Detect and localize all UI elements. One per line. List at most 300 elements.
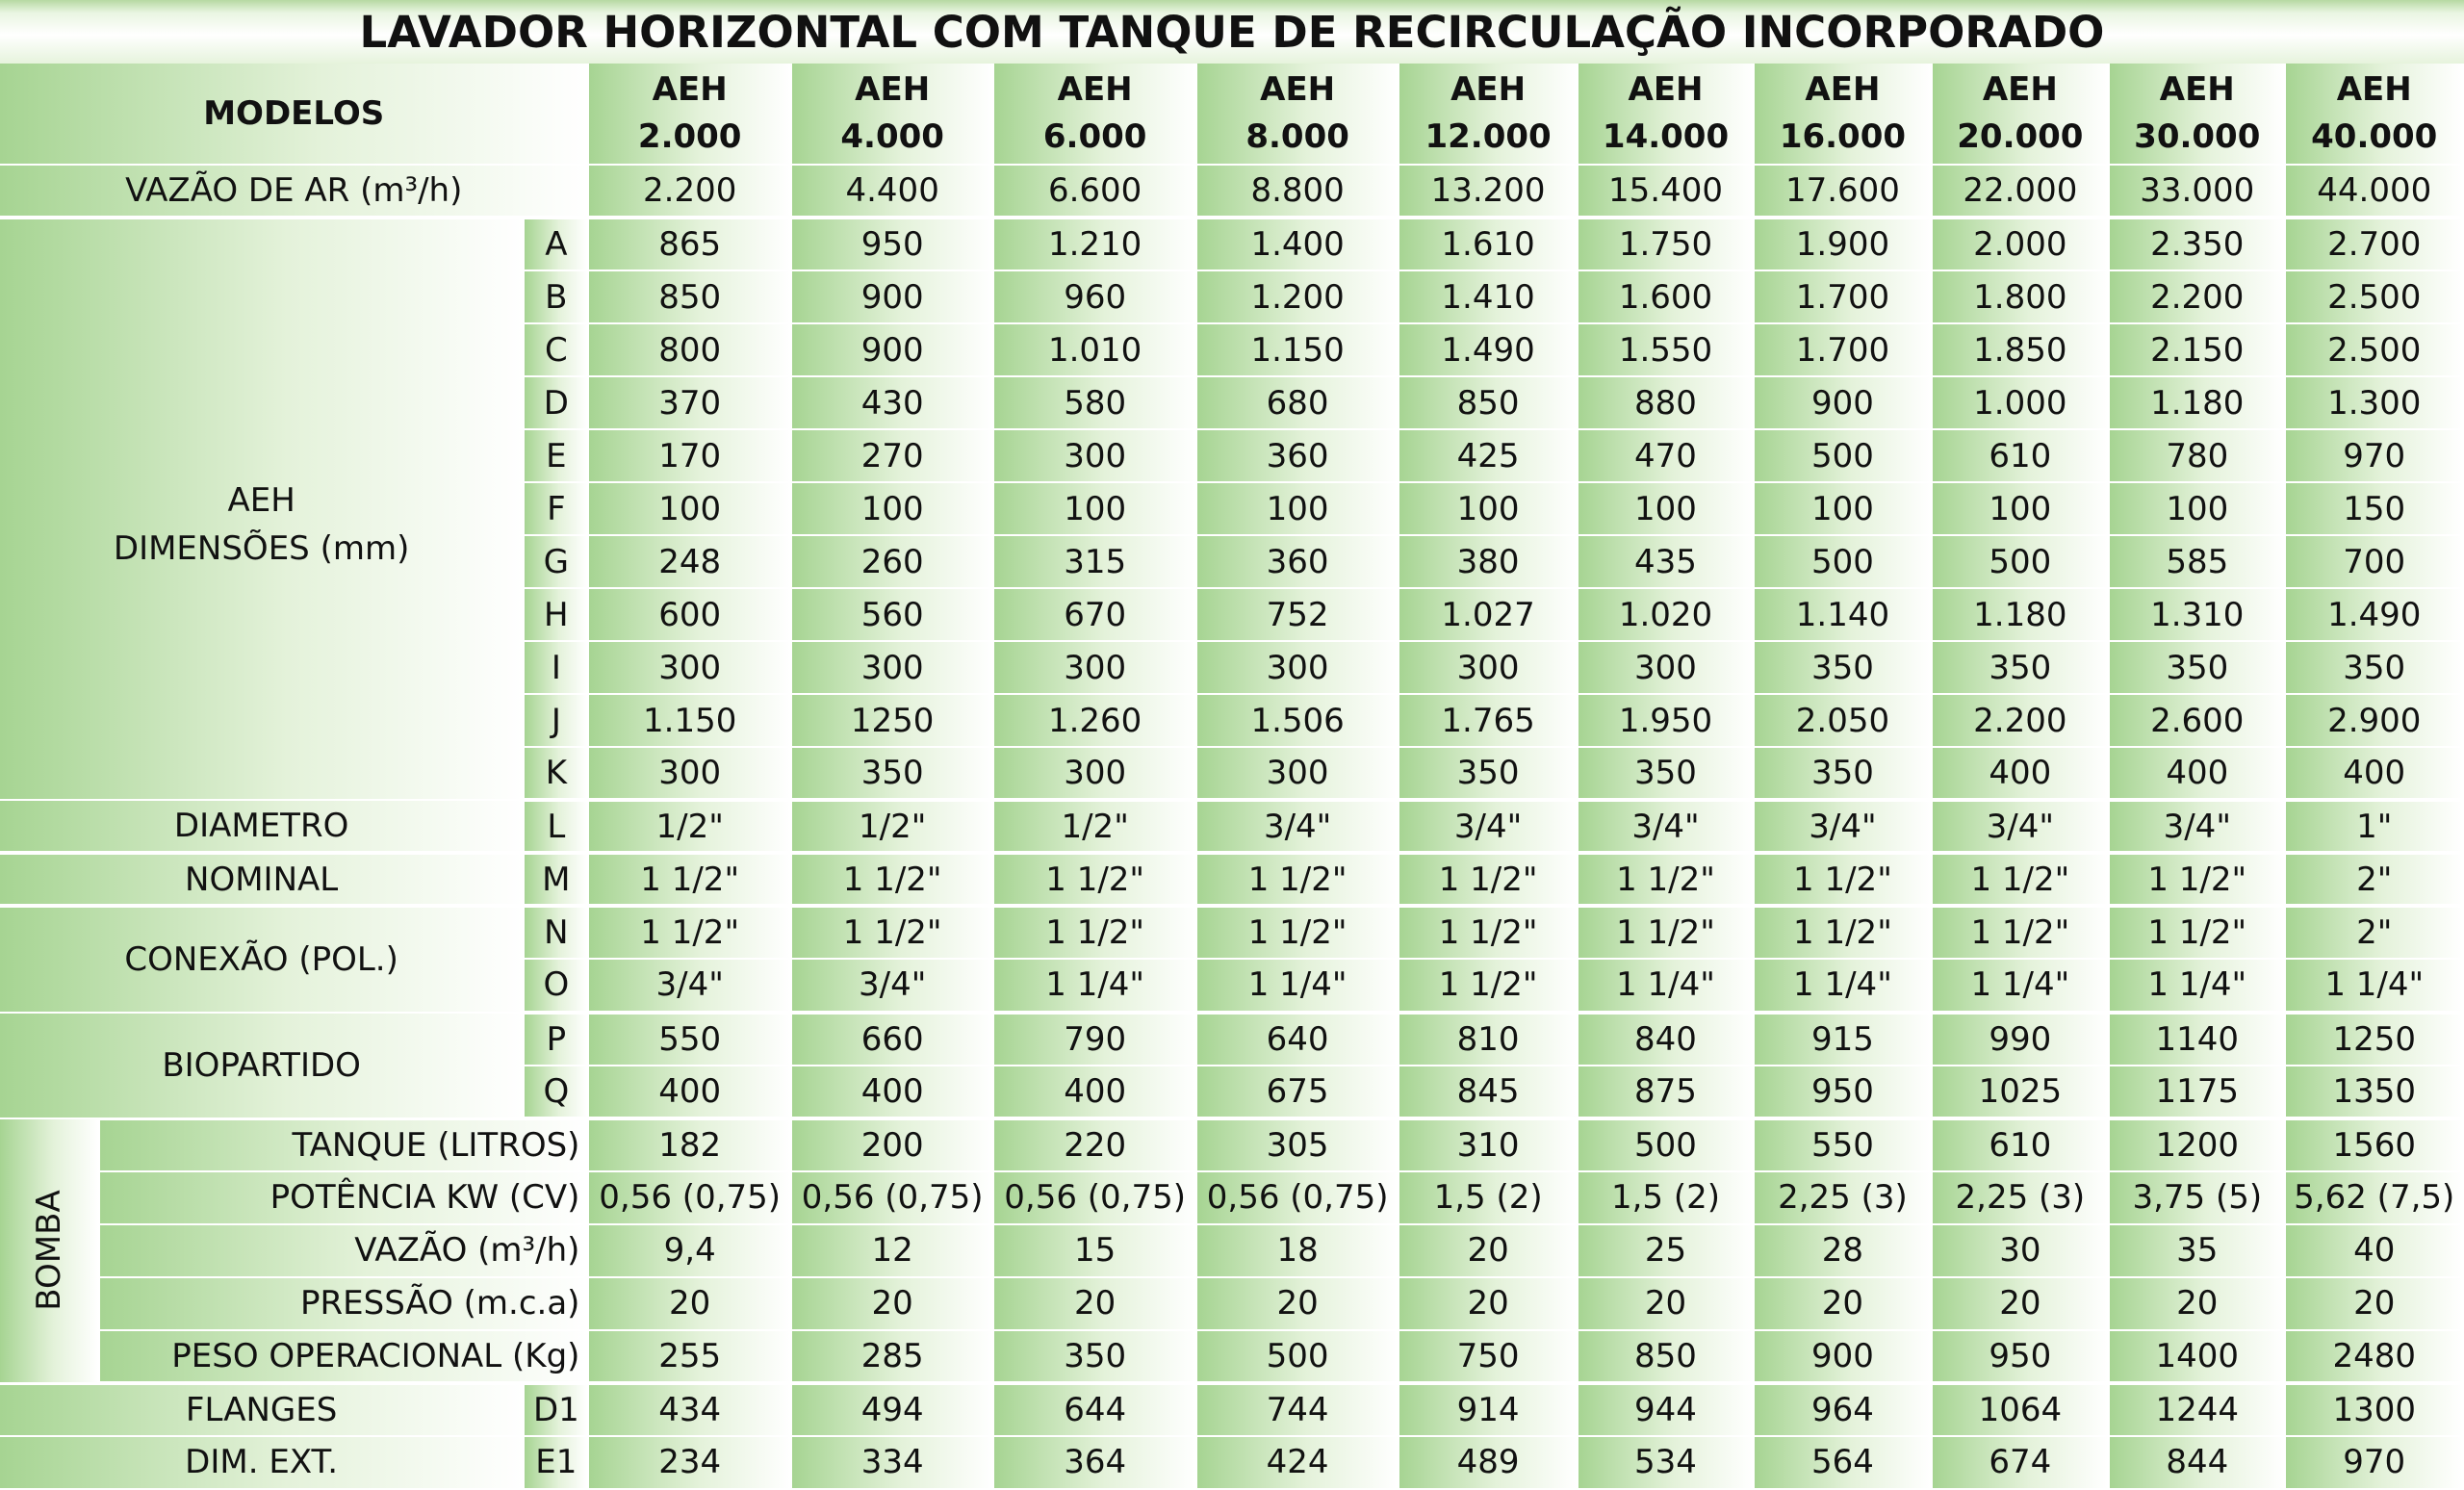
value-cell: 430 [791, 376, 993, 429]
value-cell: 900 [791, 323, 993, 376]
dimension-letter: N [524, 906, 588, 959]
value-cell: 585 [2109, 535, 2285, 588]
diameter-label: DIAMETRO [0, 800, 524, 853]
value-cell: 2.700 [2285, 218, 2463, 270]
value-cell: 5,62 (7,5) [2285, 1171, 2463, 1224]
model-header [791, 64, 993, 165]
value-cell: 744 [1196, 1383, 1399, 1436]
value-cell: 3/4" [791, 959, 993, 1012]
value-cell: 1 1/2" [1399, 959, 1577, 1012]
value-cell: 489 [1399, 1436, 1577, 1489]
table-row [0, 1436, 2463, 1489]
table-row [0, 1330, 2463, 1383]
value-cell: 1,5 (2) [1399, 1171, 1577, 1224]
value-cell: 564 [1754, 1436, 1931, 1489]
dimension-letter: D [524, 376, 588, 429]
model-header [588, 64, 790, 165]
value-cell: 494 [791, 1383, 993, 1436]
value-cell: 1200 [2109, 1118, 2285, 1171]
table-row [0, 1277, 2463, 1330]
dimension-letter: Q [524, 1066, 588, 1118]
value-cell: 44.000 [2285, 165, 2463, 218]
value-cell: 315 [993, 535, 1195, 588]
value-cell: 1,5 (2) [1578, 1171, 1754, 1224]
value-cell: 100 [2109, 482, 2285, 535]
pump-label-text: BOMBA [30, 1190, 69, 1311]
dimension-letter: C [524, 323, 588, 376]
value-cell: 1 1/2" [1932, 906, 2109, 959]
value-cell: 360 [1196, 535, 1399, 588]
value-cell: 300 [1196, 641, 1399, 694]
value-cell: 670 [993, 588, 1195, 641]
nominal-label: NOMINAL [0, 853, 524, 906]
value-cell: 610 [1932, 429, 2109, 482]
value-cell: 305 [1196, 1118, 1399, 1171]
value-cell: 400 [791, 1066, 993, 1118]
value-cell: 1.610 [1399, 218, 1577, 270]
value-cell: 20 [1932, 1277, 2109, 1330]
value-cell: 752 [1196, 588, 1399, 641]
table-row [0, 1171, 2463, 1224]
value-cell: 850 [588, 270, 790, 323]
model-prefix: AEH [2336, 70, 2412, 109]
value-cell: 12 [791, 1224, 993, 1277]
value-cell: 1 1/2" [1196, 906, 1399, 959]
value-cell: 300 [993, 429, 1195, 482]
value-cell: 1 1/4" [1932, 959, 2109, 1012]
value-cell: 1 1/2" [1399, 853, 1577, 906]
value-cell: 400 [1932, 747, 2109, 800]
value-cell: 435 [1578, 535, 1754, 588]
value-cell: 1 1/2" [2109, 906, 2285, 959]
models-label: MODELOS [0, 64, 588, 165]
model-header [1754, 64, 1931, 165]
value-cell: 1.300 [2285, 376, 2463, 429]
value-cell: 1.140 [1754, 588, 1931, 641]
value-cell: 1400 [2109, 1330, 2285, 1383]
value-cell: 900 [1754, 1330, 1931, 1383]
model-header [993, 64, 1195, 165]
model-number: 6.000 [1042, 117, 1147, 156]
dimension-letter: B [524, 270, 588, 323]
header-row [0, 64, 2463, 165]
dimension-letter: H [524, 588, 588, 641]
model-header [1578, 64, 1754, 165]
air-flow-label: VAZÃO DE AR (m³/h) [0, 165, 588, 218]
value-cell: 300 [993, 641, 1195, 694]
model-prefix: AEH [1450, 70, 1527, 109]
value-cell: 364 [993, 1436, 1195, 1489]
model-prefix: AEH [1805, 70, 1881, 109]
value-cell: 3/4" [1399, 800, 1577, 853]
value-cell: 400 [993, 1066, 1195, 1118]
model-number: 40.000 [2311, 117, 2438, 156]
model-prefix: AEH [1982, 70, 2058, 109]
value-cell: 1/2" [791, 800, 993, 853]
value-cell: 20 [1578, 1277, 1754, 1330]
value-cell: 2.200 [1932, 694, 2109, 747]
pump-parameter-label: PESO OPERACIONAL (Kg) [99, 1330, 588, 1383]
value-cell: 790 [993, 1013, 1195, 1066]
model-header [1399, 64, 1577, 165]
value-cell: 1.506 [1196, 694, 1399, 747]
value-cell: 944 [1578, 1383, 1754, 1436]
value-cell: 1 1/4" [2285, 959, 2463, 1012]
value-cell: 660 [791, 1013, 993, 1066]
model-number: 8.000 [1245, 117, 1349, 156]
table-row [0, 218, 2463, 270]
value-cell: 1175 [2109, 1066, 2285, 1118]
value-cell: 2.600 [2109, 694, 2285, 747]
value-cell: 2,25 (3) [1932, 1171, 2109, 1224]
value-cell: 424 [1196, 1436, 1399, 1489]
value-cell: 1 1/2" [791, 906, 993, 959]
value-cell: 810 [1399, 1013, 1577, 1066]
model-prefix: AEH [855, 70, 931, 109]
value-cell: 350 [1399, 747, 1577, 800]
value-cell: 260 [791, 535, 993, 588]
value-cell: 300 [588, 641, 790, 694]
dimensions-group-label [0, 218, 524, 800]
value-cell: 182 [588, 1118, 790, 1171]
value-cell: 750 [1399, 1330, 1577, 1383]
value-cell: 15 [993, 1224, 1195, 1277]
value-cell: 1064 [1932, 1383, 2109, 1436]
value-cell: 2.050 [1754, 694, 1931, 747]
value-cell: 1" [2285, 800, 2463, 853]
value-cell: 2480 [2285, 1330, 2463, 1383]
pump-parameter-label: TANQUE (LITROS) [99, 1118, 588, 1171]
value-cell: 1 1/2" [1754, 853, 1931, 906]
value-cell: 17.600 [1754, 165, 1931, 218]
dimension-letter: M [524, 853, 588, 906]
value-cell: 640 [1196, 1013, 1399, 1066]
value-cell: 550 [588, 1013, 790, 1066]
value-cell: 1.490 [2285, 588, 2463, 641]
value-cell: 425 [1399, 429, 1577, 482]
value-cell: 300 [1196, 747, 1399, 800]
value-cell: 2.000 [1932, 218, 2109, 270]
connection-label: CONEXÃO (POL.) [0, 906, 524, 1012]
value-cell: 234 [588, 1436, 790, 1489]
model-prefix: AEH [652, 70, 728, 109]
value-cell: 1 1/4" [1196, 959, 1399, 1012]
dimensions-unit-label: DIMENSÕES (mm) [113, 529, 410, 569]
value-cell: 880 [1578, 376, 1754, 429]
value-cell: 3/4" [1932, 800, 2109, 853]
value-cell: 300 [993, 747, 1195, 800]
value-cell: 350 [993, 1330, 1195, 1383]
value-cell: 1 1/2" [2109, 853, 2285, 906]
value-cell: 1.180 [1932, 588, 2109, 641]
external-dimension-label: DIM. EXT. [0, 1436, 524, 1489]
value-cell: 2.200 [588, 165, 790, 218]
value-cell: 350 [2285, 641, 2463, 694]
value-cell: 1 1/2" [993, 906, 1195, 959]
model-prefix: AEH [1628, 70, 1704, 109]
value-cell: 840 [1578, 1013, 1754, 1066]
value-cell: 370 [588, 376, 790, 429]
value-cell: 350 [1932, 641, 2109, 694]
value-cell: 865 [588, 218, 790, 270]
value-cell: 900 [791, 270, 993, 323]
value-cell: 100 [791, 482, 993, 535]
value-cell: 1.765 [1399, 694, 1577, 747]
value-cell: 675 [1196, 1066, 1399, 1118]
value-cell: 200 [791, 1118, 993, 1171]
dimension-letter: F [524, 482, 588, 535]
value-cell: 1.750 [1578, 218, 1754, 270]
value-cell: 0,56 (0,75) [1196, 1171, 1399, 1224]
value-cell: 20 [2285, 1277, 2463, 1330]
value-cell: 970 [2285, 429, 2463, 482]
value-cell: 1.400 [1196, 218, 1399, 270]
value-cell: 1.600 [1578, 270, 1754, 323]
value-cell: 850 [1399, 376, 1577, 429]
value-cell: 25 [1578, 1224, 1754, 1277]
value-cell: 1 1/4" [2109, 959, 2285, 1012]
value-cell: 680 [1196, 376, 1399, 429]
value-cell: 844 [2109, 1436, 2285, 1489]
value-cell: 20 [1399, 1277, 1577, 1330]
value-cell: 1.950 [1578, 694, 1754, 747]
value-cell: 2" [2285, 906, 2463, 959]
value-cell: 8.800 [1196, 165, 1399, 218]
dimension-letter: O [524, 959, 588, 1012]
value-cell: 300 [1399, 641, 1577, 694]
table-title: LAVADOR HORIZONTAL COM TANQUE DE RECIRCULAÇÃO INCORPORADO [0, 0, 2464, 64]
table-row [0, 853, 2463, 906]
value-cell: 550 [1754, 1118, 1931, 1171]
value-cell: 30 [1932, 1224, 2109, 1277]
value-cell: 964 [1754, 1383, 1931, 1436]
value-cell: 500 [1932, 535, 2109, 588]
value-cell: 1.490 [1399, 323, 1577, 376]
pump-group-label [0, 1118, 99, 1383]
model-number: 30.000 [2134, 117, 2261, 156]
value-cell: 1.000 [1932, 376, 2109, 429]
pump-parameter-label: POTÊNCIA KW (CV) [99, 1171, 588, 1224]
value-cell: 1.260 [993, 694, 1195, 747]
value-cell: 1250 [791, 694, 993, 747]
value-cell: 1.800 [1932, 270, 2109, 323]
dimension-letter: G [524, 535, 588, 588]
table-row [0, 1013, 2463, 1066]
value-cell: 1 1/2" [588, 906, 790, 959]
value-cell: 3/4" [588, 959, 790, 1012]
value-cell: 2.500 [2285, 270, 2463, 323]
value-cell: 1.700 [1754, 323, 1931, 376]
table-row [0, 165, 2463, 218]
value-cell: 310 [1399, 1118, 1577, 1171]
value-cell: 1.150 [1196, 323, 1399, 376]
value-cell: 2,25 (3) [1754, 1171, 1931, 1224]
value-cell: 0,56 (0,75) [588, 1171, 790, 1224]
value-cell: 0,56 (0,75) [993, 1171, 1195, 1224]
specification-table [0, 64, 2464, 1490]
value-cell: 500 [1196, 1330, 1399, 1383]
value-cell: 100 [1754, 482, 1931, 535]
value-cell: 1 1/2" [1399, 906, 1577, 959]
value-cell: 400 [588, 1066, 790, 1118]
value-cell: 400 [2285, 747, 2463, 800]
value-cell: 20 [993, 1277, 1195, 1330]
model-header [1196, 64, 1399, 165]
value-cell: 28 [1754, 1224, 1931, 1277]
value-cell: 1.210 [993, 218, 1195, 270]
value-cell: 300 [791, 641, 993, 694]
value-cell: 20 [1399, 1224, 1577, 1277]
value-cell: 1250 [2285, 1013, 2463, 1066]
value-cell: 380 [1399, 535, 1577, 588]
model-header [2285, 64, 2463, 165]
value-cell: 100 [1399, 482, 1577, 535]
value-cell: 6.600 [993, 165, 1195, 218]
value-cell: 1300 [2285, 1383, 2463, 1436]
table-row [0, 1224, 2463, 1277]
value-cell: 845 [1399, 1066, 1577, 1118]
value-cell: 20 [588, 1277, 790, 1330]
value-cell: 915 [1754, 1013, 1931, 1066]
value-cell: 1350 [2285, 1066, 2463, 1118]
dimension-letter: D1 [524, 1383, 588, 1436]
value-cell: 2.200 [2109, 270, 2285, 323]
value-cell: 360 [1196, 429, 1399, 482]
dimension-letter: P [524, 1013, 588, 1066]
model-number: 20.000 [1957, 117, 2084, 156]
value-cell: 1140 [2109, 1013, 2285, 1066]
value-cell: 1244 [2109, 1383, 2285, 1436]
value-cell: 2" [2285, 853, 2463, 906]
value-cell: 500 [1754, 429, 1931, 482]
value-cell: 1.700 [1754, 270, 1931, 323]
value-cell: 3/4" [1754, 800, 1931, 853]
value-cell: 875 [1578, 1066, 1754, 1118]
table-body [0, 64, 2463, 1489]
value-cell: 1 1/2" [993, 853, 1195, 906]
value-cell: 300 [588, 747, 790, 800]
dimension-letter: K [524, 747, 588, 800]
dimension-letter: L [524, 800, 588, 853]
model-header [2109, 64, 2285, 165]
value-cell: 20 [1754, 1277, 1931, 1330]
value-cell: 1 1/2" [1578, 906, 1754, 959]
value-cell: 1 1/2" [1578, 853, 1754, 906]
value-cell: 1.150 [588, 694, 790, 747]
value-cell: 1 1/4" [1578, 959, 1754, 1012]
value-cell: 900 [1754, 376, 1931, 429]
value-cell: 1 1/2" [1754, 906, 1931, 959]
value-cell: 9,4 [588, 1224, 790, 1277]
value-cell: 970 [2285, 1436, 2463, 1489]
value-cell: 1 1/2" [588, 853, 790, 906]
value-cell: 334 [791, 1436, 993, 1489]
table-row [0, 800, 2463, 853]
value-cell: 270 [791, 429, 993, 482]
value-cell: 20 [1196, 1277, 1399, 1330]
value-cell: 1.410 [1399, 270, 1577, 323]
table-row [0, 906, 2463, 959]
value-cell: 1 1/4" [993, 959, 1195, 1012]
value-cell: 914 [1399, 1383, 1577, 1436]
dimension-letter: A [524, 218, 588, 270]
value-cell: 15.400 [1578, 165, 1754, 218]
model-number: 16.000 [1779, 117, 1907, 156]
value-cell: 100 [1196, 482, 1399, 535]
table-row [0, 1118, 2463, 1171]
value-cell: 1.010 [993, 323, 1195, 376]
value-cell: 850 [1578, 1330, 1754, 1383]
model-number: 14.000 [1602, 117, 1730, 156]
value-cell: 580 [993, 376, 1195, 429]
value-cell: 350 [1754, 641, 1931, 694]
value-cell: 248 [588, 535, 790, 588]
value-cell: 700 [2285, 535, 2463, 588]
value-cell: 220 [993, 1118, 1195, 1171]
value-cell: 1 1/2" [1196, 853, 1399, 906]
value-cell: 1025 [1932, 1066, 2109, 1118]
pump-parameter-label: PRESSÃO (m.c.a) [99, 1277, 588, 1330]
value-cell: 534 [1578, 1436, 1754, 1489]
value-cell: 1560 [2285, 1118, 2463, 1171]
value-cell: 1 1/2" [791, 853, 993, 906]
value-cell: 1.550 [1578, 323, 1754, 376]
model-prefix: AEH [1057, 70, 1133, 109]
value-cell: 1 1/2" [1932, 853, 2109, 906]
value-cell: 600 [588, 588, 790, 641]
dimensions-model-label: AEH [227, 481, 295, 521]
value-cell: 4.400 [791, 165, 993, 218]
value-cell: 40 [2285, 1224, 2463, 1277]
value-cell: 3/4" [1578, 800, 1754, 853]
value-cell: 100 [1932, 482, 2109, 535]
value-cell: 1.900 [1754, 218, 1931, 270]
value-cell: 644 [993, 1383, 1195, 1436]
value-cell: 22.000 [1932, 165, 2109, 218]
value-cell: 100 [588, 482, 790, 535]
value-cell: 350 [2109, 641, 2285, 694]
value-cell: 800 [588, 323, 790, 376]
dimension-letter: I [524, 641, 588, 694]
value-cell: 950 [1754, 1066, 1931, 1118]
value-cell: 950 [791, 218, 993, 270]
model-header [1932, 64, 2109, 165]
value-cell: 1/2" [588, 800, 790, 853]
value-cell: 1/2" [993, 800, 1195, 853]
value-cell: 610 [1932, 1118, 2109, 1171]
value-cell: 434 [588, 1383, 790, 1436]
table-row [0, 1383, 2463, 1436]
value-cell: 1.200 [1196, 270, 1399, 323]
value-cell: 780 [2109, 429, 2285, 482]
value-cell: 1.020 [1578, 588, 1754, 641]
value-cell: 2.500 [2285, 323, 2463, 376]
model-number: 2.000 [637, 117, 742, 156]
value-cell: 350 [791, 747, 993, 800]
value-cell: 1.850 [1932, 323, 2109, 376]
model-prefix: AEH [1260, 70, 1336, 109]
model-prefix: AEH [2159, 70, 2235, 109]
value-cell: 285 [791, 1330, 993, 1383]
value-cell: 560 [791, 588, 993, 641]
value-cell: 1.310 [2109, 588, 2285, 641]
value-cell: 3/4" [1196, 800, 1399, 853]
value-cell: 170 [588, 429, 790, 482]
value-cell: 960 [993, 270, 1195, 323]
value-cell: 0,56 (0,75) [791, 1171, 993, 1224]
value-cell: 20 [2109, 1277, 2285, 1330]
value-cell: 2.350 [2109, 218, 2285, 270]
